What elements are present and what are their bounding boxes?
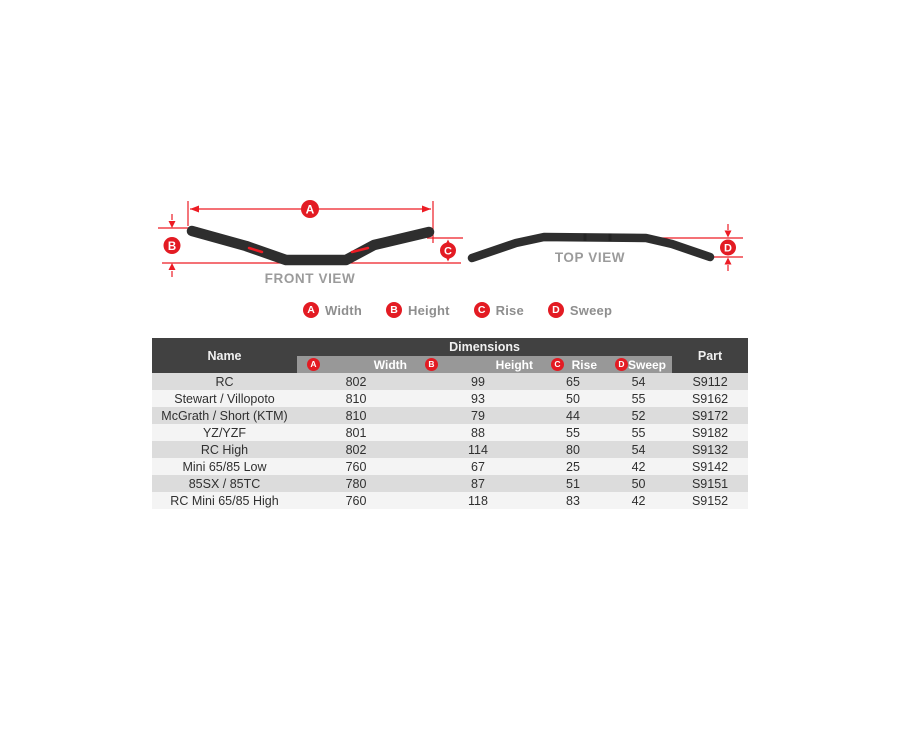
cell-name: YZ/YZF: [202, 425, 247, 440]
height-badge-b: [164, 237, 181, 254]
sweep-badge-letter: D: [724, 242, 732, 255]
cell-part: S9162: [691, 391, 729, 406]
table-row: [152, 373, 748, 390]
cell-height: 99: [471, 374, 485, 389]
table-row: [152, 390, 748, 407]
table-row: [152, 458, 748, 475]
front-view-handlebar: [192, 231, 429, 260]
cell-part: S9172: [691, 408, 729, 423]
width-legend-label: Width: [325, 302, 362, 318]
sweep-subheader-badge: D: [615, 358, 628, 371]
sweep-legend-badge: D: [548, 302, 564, 318]
cell-name: RC Mini 65/85 High: [170, 493, 279, 508]
cell-rise: 25: [566, 459, 580, 474]
height-legend-label: Height: [407, 302, 450, 318]
rise-badge-letter: C: [444, 245, 452, 258]
cell-sweep: 42: [631, 493, 646, 508]
cell-rise: 50: [566, 391, 580, 406]
cell-sweep: 54: [631, 442, 646, 457]
table-row: [152, 407, 748, 424]
table-row: [152, 441, 748, 458]
table-row: [152, 424, 748, 441]
cell-rise: 65: [566, 374, 580, 389]
cell-name: 85SX / 85TC: [188, 476, 261, 491]
cell-height: 79: [471, 408, 485, 423]
cell-rise: 51: [566, 476, 580, 491]
cell-name: McGrath / Short (KTM): [161, 408, 288, 423]
cell-part: S9132: [691, 442, 729, 457]
cell-sweep: 55: [631, 425, 646, 440]
cell-name: Mini 65/85 Low: [182, 459, 267, 474]
sweep-subheader-label: Sweep: [628, 357, 667, 372]
cell-sweep: 55: [631, 391, 646, 406]
cell-height: 93: [471, 391, 485, 406]
cell-part: S9182: [691, 425, 729, 440]
cell-sweep: 50: [631, 476, 646, 491]
dimensions-column-header: Dimensions: [297, 338, 672, 356]
cell-width: 810: [345, 408, 367, 423]
cell-sweep: 54: [631, 374, 646, 389]
cell-rise: 83: [566, 493, 580, 508]
sweep-badge-d: [720, 240, 736, 256]
rise-subheader-label: Rise: [571, 357, 597, 372]
cell-name: Stewart / Villopoto: [174, 391, 275, 406]
part-column-header: Part: [672, 338, 748, 373]
cell-sweep: 42: [631, 459, 646, 474]
cell-height: 87: [471, 476, 485, 491]
cell-width: 801: [345, 425, 367, 440]
cell-rise: 44: [566, 408, 580, 423]
cell-part: S9142: [691, 459, 729, 474]
cell-height: 118: [468, 493, 488, 508]
height-badge-letter: B: [167, 240, 177, 253]
cell-name: RC: [215, 374, 234, 389]
width-subheader: [297, 356, 415, 373]
spec-table-body: [152, 373, 748, 509]
table-row: [152, 475, 748, 492]
cell-rise: 80: [566, 442, 580, 457]
cell-part: S9112: [692, 374, 728, 389]
table-row: [152, 492, 748, 509]
rise-legend-label: Rise: [495, 302, 524, 318]
cell-width: 780: [345, 476, 367, 491]
cell-width: 802: [345, 374, 367, 389]
rise-subheader-badge: C: [551, 358, 564, 371]
cell-rise: 55: [566, 425, 580, 440]
cell-width: 760: [345, 459, 367, 474]
rise-legend-badge: C: [474, 302, 490, 318]
sweep-legend-label: Sweep: [569, 302, 613, 318]
handlebar-diagram: [0, 0, 900, 330]
cell-height: 67: [471, 459, 485, 474]
handlebar-spec-table: [152, 338, 748, 509]
height-subheader-label: Height: [495, 357, 533, 372]
legend-item-rise: [474, 302, 524, 318]
cell-width: 802: [345, 442, 367, 457]
cell-name: RC High: [200, 442, 249, 457]
height-subheader-badge: B: [425, 358, 438, 371]
cell-sweep: 52: [631, 408, 646, 423]
rise-badge-c: [440, 243, 456, 259]
sweep-subheader: [605, 356, 672, 373]
top-view-label: TOP VIEW: [554, 250, 626, 265]
width-badge-a: [301, 200, 319, 218]
height-legend-badge: B: [386, 302, 402, 318]
width-badge-letter: A: [305, 202, 315, 217]
cell-width: 760: [345, 493, 367, 508]
height-subheader: [415, 356, 541, 373]
cell-height: 114: [468, 442, 488, 457]
legend-item-sweep: [548, 302, 612, 318]
cell-part: S9152: [691, 493, 729, 508]
width-legend-badge: A: [303, 302, 319, 318]
cell-width: 810: [345, 391, 367, 406]
rise-subheader: [541, 356, 605, 373]
name-column-header: Name: [152, 338, 297, 373]
legend-item-height: [386, 302, 450, 318]
cell-part: S9151: [691, 476, 729, 491]
legend-item-width: [303, 302, 362, 318]
width-subheader-badge: A: [307, 358, 320, 371]
width-subheader-label: Width: [373, 357, 407, 372]
cell-height: 88: [471, 425, 485, 440]
dimension-legend: [303, 301, 612, 319]
front-view-label: FRONT VIEW: [264, 271, 356, 286]
